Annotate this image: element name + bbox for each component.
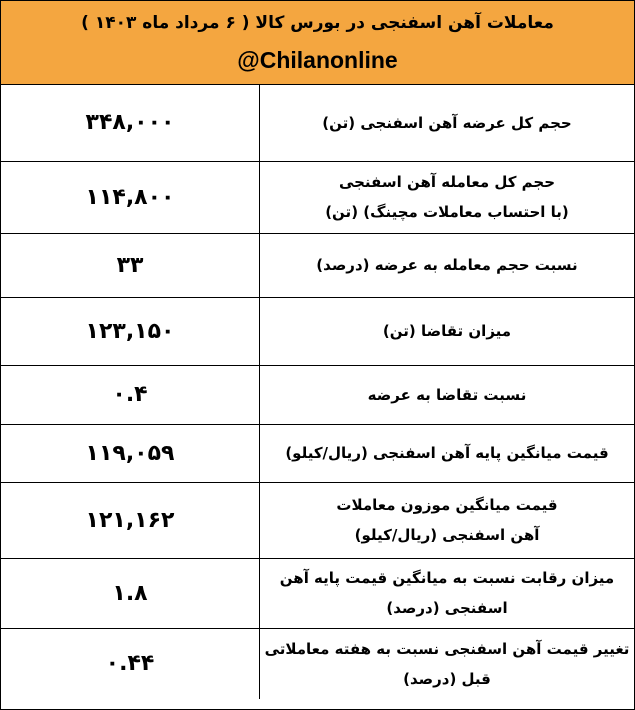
row-label: نسبت حجم معامله به عرضه (درصد) [260,233,635,297]
row-value: ۱۲۳,۱۵۰ [1,297,260,365]
row-label: نسبت تقاضا به عرضه [260,365,635,424]
row-label: حجم کل عرضه آهن اسفنجی (تن) [260,85,635,161]
header-title: معاملات آهن اسفنجی در بورس کالا ( ۶ مرداد ماه ۱۴۰۳ ) [81,13,554,33]
row-value: ۰.۴۴ [1,628,260,699]
row-label: قیمت میانگین موزون معاملات آهن اسفنجی (ریال/کیلو) [260,482,635,558]
table-row [1,482,634,558]
row-value: ۱۱۹,۰۵۹ [1,424,260,482]
channel-handle: @Chilanonline [237,47,398,73]
row-label: تغییر قیمت آهن اسفنجی نسبت به هفته معاملاتی قبل (درصد) [260,628,635,699]
table-header [1,1,634,85]
table-row [1,161,634,233]
row-value: ۱.۸ [1,558,260,628]
table-row [1,233,634,297]
table-row [1,365,634,424]
row-value: ۳۴۸,۰۰۰ [85,110,175,136]
row-label: میزان تقاضا (تن) [260,297,635,365]
table-row [1,424,634,482]
row-label: حجم کل معامله آهن اسفنجی (با احتساب معاملات مچینگ) (تن) [260,161,635,233]
row-label: میزان رقابت نسبت به میانگین قیمت پایه آهن اسفنجی (درصد) [260,558,635,628]
table-row [1,297,634,365]
row-value: ۳۳ [1,233,260,297]
table-row [1,558,634,628]
stats-table [1,85,634,699]
table-row [1,628,634,699]
table-row [1,85,634,161]
row-value: ۰.۴ [1,365,260,424]
row-label: قیمت میانگین پایه آهن اسفنجی (ریال/کیلو) [260,424,635,482]
row-value: ۱۱۴,۸۰۰ [1,161,260,233]
row-value: ۱۲۱,۱۶۲ [1,482,260,558]
